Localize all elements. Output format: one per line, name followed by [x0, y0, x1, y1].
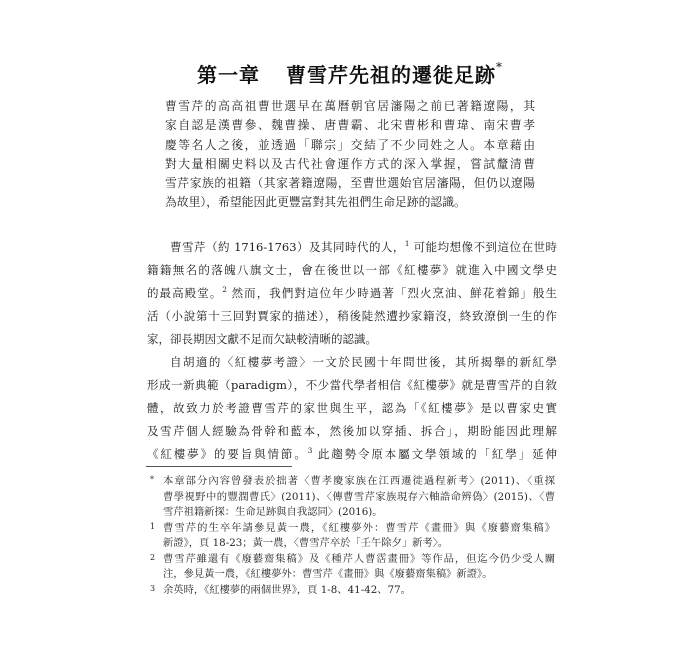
footnote-line: 曹雪芹的生卒年請參見黃一農，《紅樓夢外：曹雪芹《畫冊》與《廢藝齋集稿》	[163, 521, 555, 534]
body-text: 《紅樓夢》的要旨與情節。	[147, 446, 308, 461]
footnote-1	[150, 521, 555, 552]
body-text: 家，卻長期因文獻不足而欠缺較清晰的認識。	[147, 331, 377, 346]
body-line	[147, 397, 557, 420]
footnote-mark: 3	[150, 583, 156, 593]
body-text: 籍籍無名的落魄八旗文士，會在後世以一部《紅樓夢》就進入中國文學史	[147, 262, 557, 277]
footnote-line: 注，參見黃一農，《紅樓夢外：曹雪芹《畫冊》與《廢藝齋集稿》新證》。	[163, 568, 493, 580]
footnote-line: 本章部分內容曾發表於拙著〈曹孝慶家族在江西遷徙過程新考〉(2011)、〈重探	[163, 475, 555, 487]
footnote-mark: 1	[150, 521, 156, 531]
footnote-2	[150, 552, 555, 583]
footnote-3	[150, 583, 555, 599]
body-text: 活（小說第十三回對賈家的描述），稍後陡然遭抄家籍沒，終致潦倒一生的作	[147, 308, 557, 323]
footnote-chapter	[150, 474, 555, 521]
footnote-line: 雪芹祖籍新探：生命足跡與自我認同〉(2016)。	[163, 506, 383, 518]
paragraph-1	[147, 236, 557, 351]
footnote-line: 曹雪芹雖還有《廢藝齋集稿》及《種芹人曹霑畫冊》等作品，但迄今仍少受人關	[163, 552, 555, 565]
body-text: 及雪芹個人經驗為骨幹和藍本，然後加以穿插、拆合」，期盼能因此理解	[147, 423, 557, 438]
abstract-line: 雪芹家族的祖籍（其家著籍遼陽，至曹世選始官居瀋陽，但仍以遼陽	[165, 176, 535, 191]
abstract-line: 曹雪芹的高高祖曹世選早在萬曆朝官居瀋陽之前已著籍遼陽，其	[165, 99, 535, 113]
abstract-line: 對大量相關史料以及古代社會運作方式的深入掌握，嘗試釐清曹	[165, 156, 535, 171]
abstract-line: 家自認是漢曹參、魏曹操、唐曹霸、北宋曹彬和曹瑋、南宋曹孝	[165, 118, 535, 133]
body-text: 體，故致力於考證曹雪芹的家世與生平，認為「《紅樓夢》是以曹家史實	[147, 400, 557, 415]
body-line	[147, 328, 557, 351]
body-line	[147, 236, 557, 259]
body-line	[147, 443, 557, 466]
footnote-divider	[146, 466, 292, 467]
body-line	[147, 420, 557, 443]
footnote-line: 余英時，《紅樓夢的兩個世界》，頁 1-8、41-42、77。	[163, 583, 411, 596]
body-line	[147, 374, 557, 397]
footnote-ref: 3	[307, 445, 313, 455]
body-line	[147, 351, 557, 374]
footnote-ref: 1	[404, 238, 410, 248]
chapter-abstract	[165, 97, 535, 213]
chapter-title: 曹雪芹先祖的遷徙足跡	[286, 63, 496, 87]
body-line	[147, 305, 557, 328]
body-text: 的最高殿堂。	[147, 285, 223, 300]
body-line	[147, 259, 557, 282]
footnotes	[150, 474, 555, 598]
footnote-ref: 2	[222, 284, 227, 294]
body-text: 形成一新典範（paradigm），不少當代學者相信《紅樓夢》就是曹雪芹的自敘	[147, 377, 557, 392]
body-text: 曹雪芹（約 1716-1763）及其同時代的人，	[170, 239, 405, 254]
chapter-heading: 第一章 曹雪芹先祖的遷徙足跡 *	[197, 60, 503, 87]
body-text: 此趨勢令原本屬文學領域的「紅學」延伸	[312, 446, 557, 461]
body-text: 然而，我們對這位年少時過著「烈火烹油、鮮花着錦」般生	[226, 285, 558, 300]
main-text	[147, 236, 557, 466]
paragraph-2	[147, 351, 557, 466]
chapter-number: 第一章	[197, 63, 260, 87]
footnote-mark: 2	[150, 552, 156, 562]
footnote-line: 曹學視野中的豐潤曹氏〉(2011)、〈傳曹雪芹家族現存六軸誥命辨偽〉(2015)、〈曹	[163, 490, 555, 503]
abstract-line: 為故里），希望能因此更豐富對其先祖們生命足跡的認識。	[165, 195, 466, 210]
body-line	[147, 282, 557, 305]
footnote-line: 新證》，頁 18-23；黃一農，〈曹雪芹卒於「壬午除夕」新考〉。	[163, 537, 449, 549]
body-text: 自胡適的〈紅樓夢考證〉一文於民國十年問世後，其所揭舉的新紅學	[170, 354, 557, 369]
body-text: 可能均想像不到這位在世時	[409, 239, 558, 254]
abstract-line: 慶等名人之後，並透過「聯宗」交結了不少同姓之人。本章藉由	[165, 137, 535, 152]
footnote-mark: *	[150, 475, 154, 484]
